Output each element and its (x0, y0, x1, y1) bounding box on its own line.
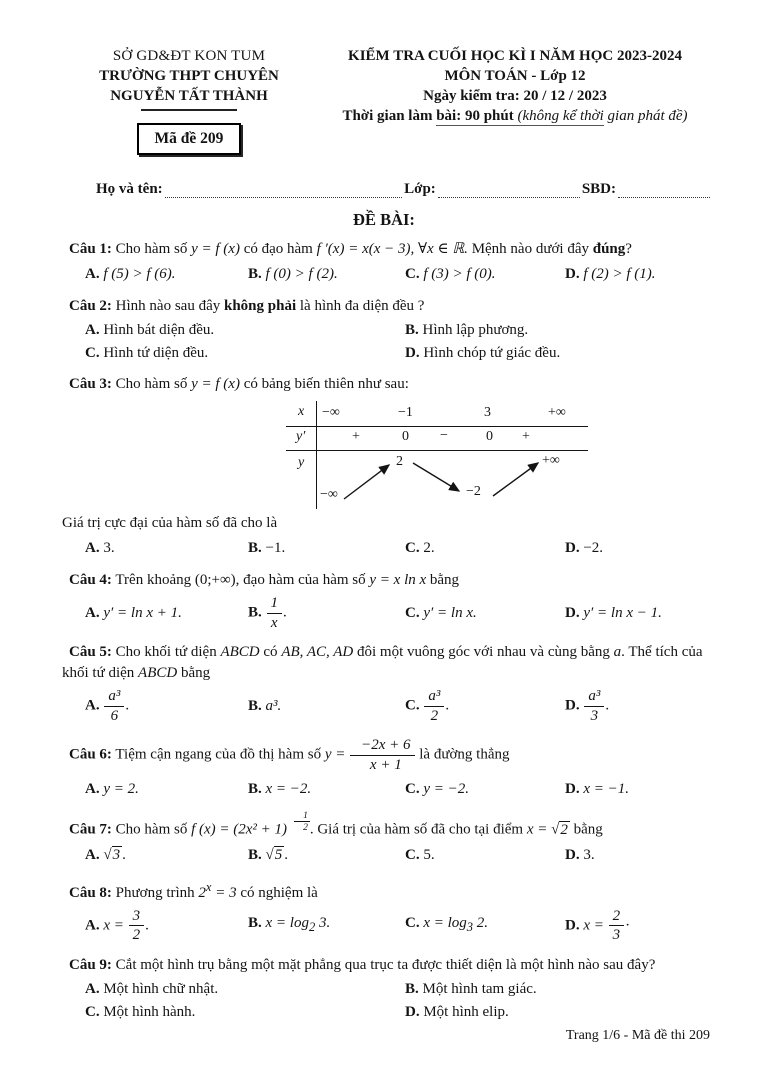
fraction-denominator: 3 (612, 927, 621, 944)
fraction-denominator: 2 (132, 927, 141, 944)
option-letter: C. (405, 697, 420, 714)
option-letter: B. (405, 322, 419, 338)
option-text: . (283, 604, 287, 621)
option-text: y = −2. (423, 781, 469, 797)
option-letter: C. (85, 1003, 100, 1020)
question-2-stem (62, 296, 710, 317)
fraction (584, 688, 604, 724)
stem-text: có nghiệm là (236, 884, 318, 901)
question-3-options (58, 536, 710, 561)
fraction (294, 811, 310, 834)
option-d (405, 1001, 710, 1024)
option-text: 3. (583, 846, 595, 863)
question-7 (58, 811, 710, 868)
stem-text: có đạo hàm (239, 241, 317, 257)
option-text: y′ = ln x − 1. (583, 604, 662, 621)
stem-text: có bảng biến thiên như sau: (239, 376, 409, 392)
question-8 (58, 877, 710, 946)
question-7-options (58, 843, 710, 868)
option-text: y′ = ln x. (423, 604, 477, 621)
sign-value: − (440, 428, 448, 443)
option-a (85, 777, 248, 802)
option-text: x = (103, 917, 128, 934)
question-9-label: Câu 9: (69, 956, 112, 973)
option-text: Một hình hành. (103, 1003, 196, 1020)
exam-title: KIỂM TRA CUỐI HỌC KÌ I NĂM HỌC 2023-2024 (348, 48, 682, 64)
option-letter: D. (565, 781, 580, 797)
option-d (565, 777, 710, 802)
log-base: 2 (308, 920, 316, 935)
option-b (248, 911, 405, 940)
square-root: √5 (265, 846, 283, 863)
option-text: Một hình tam giác. (422, 980, 537, 997)
stem-text: đôi một vuông góc với nhau và cùng bằng (353, 644, 614, 660)
option-letter: C. (405, 846, 420, 863)
fraction (350, 737, 414, 773)
option-d (565, 843, 710, 868)
stem-text: . Thể tích của khối tứ diện (62, 644, 703, 681)
option-letter: D. (565, 540, 580, 556)
fraction-denominator: x + 1 (369, 756, 402, 773)
option-letter: A. (85, 917, 100, 934)
math-text: = 3 (211, 884, 237, 901)
math-text: y = (324, 746, 350, 763)
option-d (565, 906, 710, 946)
question-9-stem (62, 955, 710, 976)
sign-value: + (352, 429, 360, 444)
name-label: Họ và tên: (96, 181, 163, 197)
question-6-options (58, 777, 710, 802)
radicand: 3 (112, 846, 121, 863)
option-letter: B. (248, 915, 262, 932)
fraction-numerator: a³ (584, 688, 604, 707)
fraction-numerator: −2x + 6 (350, 737, 414, 756)
option-text: Một hình elip. (423, 1003, 509, 1020)
option-text: f (3) > f (0). (423, 266, 496, 282)
option-d (405, 342, 710, 365)
option-letter: D. (565, 604, 580, 621)
option-letter: C. (405, 266, 420, 282)
option-letter: B. (405, 980, 419, 997)
option-b (248, 536, 405, 561)
stem-text: Cho hàm số (115, 376, 192, 392)
option-text: 5. (423, 846, 435, 863)
name-fill-line (165, 183, 402, 198)
y-limit-minus-inf: −∞ (320, 487, 338, 502)
sign-value: + (522, 429, 530, 444)
page-footer: Trang 1/6 - Mã đề thi 209 (565, 1028, 710, 1043)
fraction-denominator: 6 (110, 707, 119, 724)
school-name-line2: NGUYỄN TẤT THÀNH (110, 88, 268, 104)
stem-text: Cho hàm số (115, 821, 192, 838)
power-base: 2 (198, 884, 206, 901)
option-c (405, 911, 565, 940)
fraction-denominator: 2 (430, 707, 439, 724)
question-3-prompt: Giá trị cực đại của hàm số đã cho là (62, 515, 278, 531)
math-text: y = x ln x (369, 572, 427, 588)
x-value: −∞ (322, 405, 340, 420)
option-c (405, 262, 565, 287)
option-b (248, 262, 405, 287)
power-exponent: x (205, 879, 212, 894)
option-c (405, 777, 565, 802)
question-8-stem (62, 877, 710, 904)
question-7-label: Câu 7: (69, 821, 112, 838)
stem-text: là hình đa diện đều ? (296, 298, 425, 314)
question-3 (58, 374, 710, 561)
option-text: . (445, 697, 450, 714)
stem-text: Cho hàm số (115, 241, 192, 257)
option-text: Hình tứ diện đều. (103, 345, 209, 361)
option-c (405, 686, 565, 726)
option-c (405, 536, 565, 561)
option-text: −1. (265, 540, 286, 556)
option-text: 3. (315, 915, 331, 932)
option-text: . (605, 697, 610, 714)
option-text: . (122, 846, 126, 863)
y-limit-plus-inf: +∞ (542, 453, 560, 468)
option-letter: A. (85, 697, 100, 714)
fraction-denominator: 2 (303, 823, 308, 834)
option-letter: D. (565, 697, 580, 714)
radicand: 2 (560, 821, 568, 838)
option-text: x = log (265, 915, 309, 932)
fraction-numerator: 1 (294, 811, 310, 822)
option-letter: D. (405, 1003, 420, 1020)
question-6-label: Câu 6: (69, 746, 112, 763)
option-letter: A. (85, 322, 100, 338)
class-fill-line (438, 183, 580, 198)
math-text: y = f (x) (191, 376, 240, 392)
exponent-fraction (287, 811, 310, 834)
option-b (405, 978, 710, 1001)
question-5-options (58, 686, 710, 726)
question-1-options (58, 262, 710, 287)
option-letter: D. (565, 266, 580, 282)
option-a (85, 906, 248, 946)
option-c (85, 1001, 405, 1024)
option-letter: A. (85, 846, 100, 863)
stem-text: . Giá trị của hàm số đã cho tại điểm (309, 821, 527, 838)
option-letter: C. (85, 345, 100, 361)
stem-text: có (259, 644, 282, 660)
option-d (565, 601, 710, 626)
y-local-max: 2 (396, 454, 403, 469)
stem-text: ? (625, 241, 632, 257)
option-text: a³. (265, 697, 282, 714)
school-name-line1: TRƯỜNG THPT CHUYÊN (99, 68, 279, 84)
question-3-stem (62, 374, 710, 395)
y-local-min: −2 (466, 484, 481, 499)
option-letter: A. (85, 540, 100, 556)
sbd-label: SBD: (581, 181, 616, 197)
option-letter: C. (405, 540, 420, 556)
option-text: x = −2. (265, 781, 312, 797)
stem-text: là đường thẳng (415, 746, 510, 763)
option-text: x = −1. (583, 781, 629, 797)
class-label: Lớp: (404, 181, 436, 197)
option-text: · (625, 917, 631, 934)
bold-text: không phải (223, 298, 297, 314)
question-2-options (58, 319, 710, 365)
option-letter: C. (405, 915, 420, 932)
option-a (85, 978, 405, 1001)
fraction (129, 908, 145, 944)
option-text: . (284, 846, 288, 863)
radicand: 5 (274, 846, 283, 863)
option-c (405, 843, 565, 868)
log-expression (423, 915, 489, 935)
math-text: ABCD (220, 644, 260, 660)
option-letter: D. (565, 846, 580, 863)
option-letter: B. (248, 604, 262, 621)
math-text: ABCD (138, 665, 178, 681)
header-school-block (58, 46, 320, 155)
exam-header (58, 46, 710, 155)
option-text: Hình chóp tứ giác đều. (423, 345, 561, 361)
log-base: 3 (466, 920, 474, 935)
option-b (248, 777, 405, 802)
option-text: y = 2. (103, 781, 139, 797)
math-text: y = f (x) (191, 241, 240, 257)
math-text: f (x) = (2x² + 1) (191, 821, 288, 838)
option-text: f (2) > f (1). (583, 266, 656, 282)
math-text: AB, AC, AD (281, 644, 354, 660)
fraction-numerator: a³ (424, 688, 444, 707)
question-8-label: Câu 8: (69, 884, 112, 901)
stem-text: Mệnh nào dưới đây (467, 241, 593, 257)
option-text: Một hình chữ nhật. (103, 980, 219, 997)
option-letter: B. (248, 846, 262, 863)
row-label-yprime: y′ (296, 429, 306, 444)
option-letter: A. (85, 604, 100, 621)
exam-body-title: ĐỀ BÀI: (353, 210, 415, 229)
question-3-label: Câu 3: (69, 376, 112, 392)
fraction-denominator: 3 (590, 707, 599, 724)
exam-date: Ngày kiểm tra: 20 / 12 / 2023 (423, 88, 607, 104)
question-6-stem (62, 735, 710, 775)
log-expression (265, 915, 331, 935)
stem-text: bằng (426, 572, 460, 588)
question-7-stem (62, 811, 710, 841)
exam-duration (320, 106, 710, 126)
option-letter: B. (248, 697, 262, 714)
math-text: a (613, 644, 622, 660)
stem-text: bằng (177, 665, 211, 681)
square-root: √3 (103, 846, 121, 863)
question-4-label: Câu 4: (69, 572, 112, 588)
stem-text: bằng (569, 821, 603, 838)
stem-text: Cho khối tứ diện (115, 644, 221, 660)
fraction-numerator: 3 (129, 908, 145, 927)
option-letter: B. (248, 781, 262, 797)
question-1-stem (62, 239, 710, 260)
question-1 (58, 239, 710, 287)
fraction (267, 595, 283, 631)
question-4-stem (62, 570, 710, 591)
fraction (609, 908, 625, 944)
question-2 (58, 296, 710, 365)
option-b (248, 593, 405, 633)
option-text: f (5) > f (6). (103, 266, 176, 282)
option-letter: C. (405, 604, 420, 621)
option-text: y′ = ln x + 1. (103, 604, 182, 621)
option-text: . (145, 917, 149, 934)
option-letter: A. (85, 781, 100, 797)
variation-arrows (286, 401, 588, 509)
fraction (424, 688, 444, 724)
fraction (104, 688, 124, 724)
fraction-numerator: 2 (609, 908, 625, 927)
row-label-y: y (298, 455, 305, 470)
option-letter: D. (405, 345, 420, 361)
option-c (405, 601, 565, 626)
exam-code-box: Mã đề 209 (137, 123, 242, 155)
option-letter: A. (85, 266, 100, 282)
option-b (248, 843, 405, 868)
option-letter: D. (565, 917, 580, 934)
question-9-options (58, 978, 710, 1024)
question-5-stem (62, 642, 710, 684)
question-1-label: Câu 1: (69, 241, 112, 257)
option-a (85, 262, 248, 287)
option-text: 2. (473, 915, 489, 932)
option-a (85, 319, 405, 342)
question-4 (58, 570, 710, 633)
x-value: 3 (484, 405, 491, 420)
option-letter: B. (248, 540, 262, 556)
sbd-fill-line (618, 183, 710, 198)
question-5 (58, 642, 710, 726)
option-text: −2. (583, 540, 604, 556)
sign-value: 0 (402, 429, 409, 444)
option-a (85, 536, 248, 561)
duration-text: Thời gian làm (342, 108, 437, 124)
question-9 (58, 955, 710, 1024)
header-exam-block (320, 46, 710, 155)
duration-underlined: bài: 90 phút (436, 108, 518, 124)
option-letter: B. (248, 266, 262, 282)
math-text: x = (526, 821, 552, 838)
fraction-numerator: 1 (267, 595, 283, 614)
x-value: +∞ (548, 405, 566, 420)
exam-subject: MÔN TOÁN - Lớp 12 (444, 68, 586, 84)
bold-text: đúng (592, 241, 626, 257)
question-2-label: Câu 2: (69, 298, 112, 314)
option-letter: A. (85, 980, 100, 997)
option-text: 3. (103, 540, 115, 556)
stem-text: Tiệm cận ngang của đồ thị hàm số (115, 746, 325, 763)
option-text: x = log (423, 915, 467, 932)
option-letter: C. (405, 781, 420, 797)
math-text: f ′(x) = x(x − 3), ∀x ∈ ℝ. (316, 241, 468, 257)
question-6 (58, 735, 710, 802)
stem-text: Trên khoảng (0;+∞), đạo hàm của hàm số (115, 572, 370, 588)
stem-text: Cắt một hình trụ bằng một mặt phẳng qua trục ta được thiết diện là một hình nào sau đây? (115, 956, 656, 973)
option-b (405, 319, 710, 342)
department-name: SỞ GD&ĐT KON TUM (112, 48, 266, 64)
option-d (565, 686, 710, 726)
sign-value: 0 (486, 429, 493, 444)
question-5-label: Câu 5: (69, 644, 112, 660)
option-text: . (125, 697, 130, 714)
row-label-x: x (298, 404, 305, 419)
option-text: Hình bát diện đều. (103, 322, 215, 338)
square-root: √2 (551, 821, 568, 838)
variation-table (286, 401, 588, 509)
fraction-numerator: a³ (104, 688, 124, 707)
stem-text: Phương trình (115, 884, 199, 901)
duration-note-underlined: (không kể thời (517, 108, 604, 124)
header-divider (141, 109, 237, 111)
option-a (85, 843, 248, 868)
fraction-denominator: x (270, 614, 278, 631)
math-text (198, 879, 237, 901)
option-d (565, 262, 710, 287)
option-b (248, 694, 405, 719)
option-text: f (0) > f (2). (265, 266, 338, 282)
x-value: −1 (398, 405, 413, 420)
option-c (85, 342, 405, 365)
option-a (85, 601, 248, 626)
duration-note: gian phát đề) (603, 108, 688, 124)
option-d (565, 536, 710, 561)
option-text: x = (583, 917, 608, 934)
question-8-options (58, 906, 710, 946)
stem-text: Hình nào sau đây (115, 298, 224, 314)
option-text: Hình lập phương. (422, 322, 529, 338)
option-a (85, 686, 248, 726)
question-4-options (58, 593, 710, 633)
option-text: 2. (423, 540, 435, 556)
student-info-line (58, 181, 710, 198)
